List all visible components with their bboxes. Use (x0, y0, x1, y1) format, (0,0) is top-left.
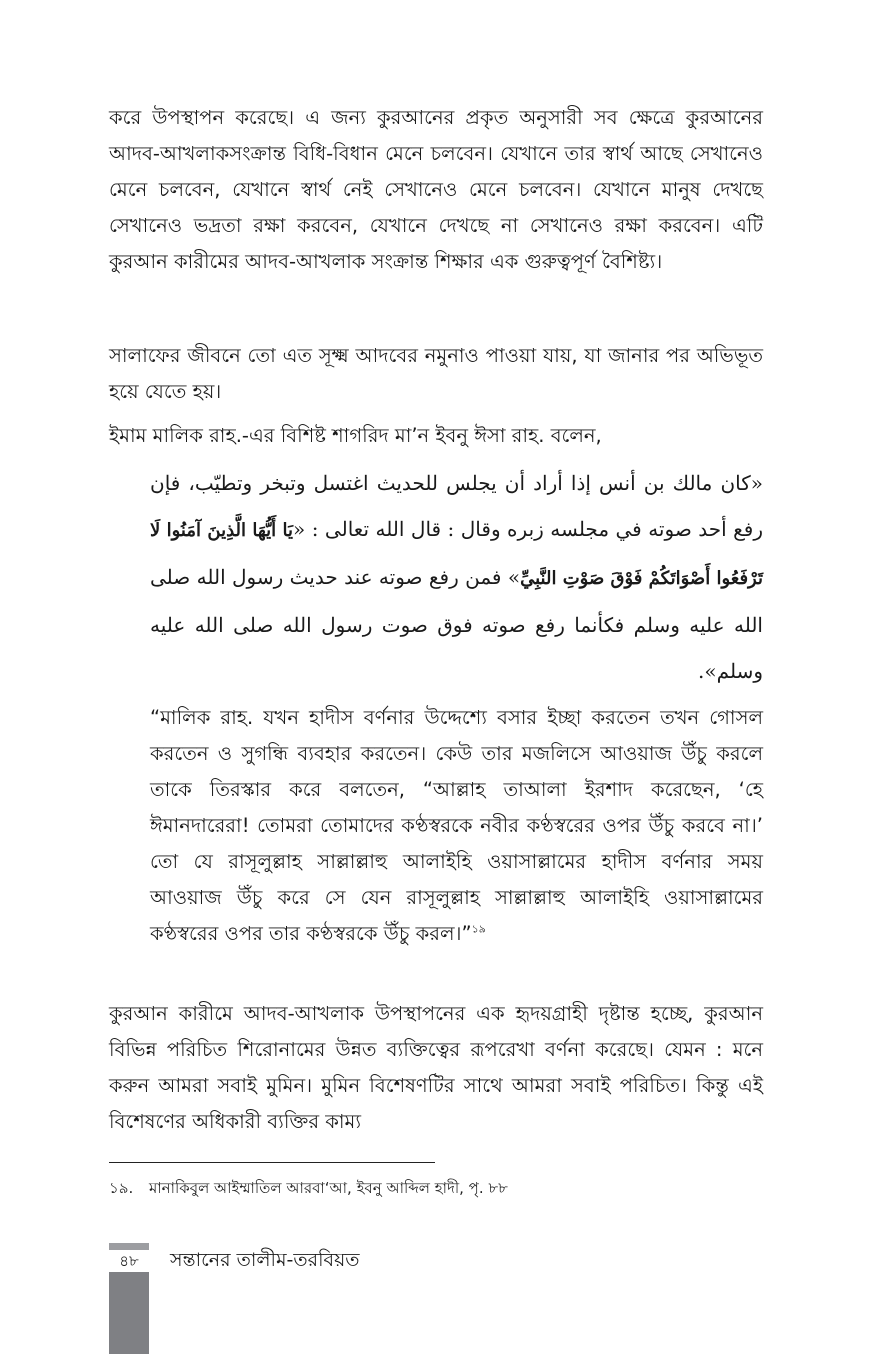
footnote-number: ১৯. (109, 1179, 134, 1197)
paragraph-intro: করে উপস্থাপন করেছে। এ জন্য কুরআনের প্রকৃত অনুসারী সব ক্ষেত্রে কুরআনের আদব-আখলাকসংক্রান্ত বিধি-বিধান মেনে চলবেন। যেখানে তার স্বার্থ আছে সেখানেও মেনে চলবেন, যেখানে স্বার্থ নেই সেখানেও মেনে চলবেন। যেখানে মানুষ দেখছে সেখানেও ভদ্রতা রক্ষা করবেন, যেখানে দেখছে না সেখানেও রক্ষা করবেন। এটি কুরআন কারীমের আদব-আখলাক সংক্রান্ত শিক্ষার এক গুরুত্বপূর্ণ বৈশিষ্ট্য। (109, 106, 763, 273)
page-number: ৪৮ (109, 1250, 149, 1272)
footnote-divider (109, 1162, 435, 1163)
paragraph-quote-intro: ইমাম মালিক রাহ.-এর বিশিষ্ট শাগরিদ মা’ন ইবনু ঈসা রাহ. বলেন, (109, 424, 602, 447)
paragraph-salaf: সালাফের জীবনে তো এত সূক্ষ্ম আদবের নমুনাও পাওয়া যায়, যা জানার পর অভিভূত হয়ে যেতে হয়। (109, 344, 763, 403)
quran-verse: يَا أَيُّهَا الَّذِينَ آمَنُوا لَا تَرْفَعُوا أَصْوَاتَكُمْ فَوْقَ صَوْتِ النَّبِيِّ (150, 520, 763, 589)
footnote-text: মানাকিবুল আইম্মাতিল আরবা‘আ, ইবনু আব্দিল হাদী, পৃ. ৮৮ (149, 1179, 508, 1197)
arabic-quote-after: » فمن رفع صوته عند حديث رسول الله صلى الله عليه وسلم فكأنما رفع صوته فوق صوت رسول الله صلى الله عليه وسلم». (150, 565, 763, 683)
translation-text: “মালিক রাহ. যখন হাদীস বর্ণনার উদ্দেশ্যে বসার ইচ্ছা করতেন তখন গোসল করতেন ও সুগন্ধি ব্যবহার করতেন। কেউ তার মজলিসে আওয়াজ উঁচু করলে তাকে তিরস্কার করে বলতেন, “আল্লাহ তাআলা ইরশাদ করেছেন, ‘হে ঈমানদারেরা! তোমরা তোমাদের কণ্ঠস্বরকে নবীর কণ্ঠস্বরের ওপর উঁচু করবে না।’ তো যে রাসূলুল্লাহ সাল্লাল্লাহু আলাইহি ওয়াসাল্লামের হাদীস বর্ণনার সময় আওয়াজ উঁচু করে সে যেন রাসূলুল্লাহ সাল্লাল্লাহু আলাইহি ওয়াসাল্লামের কণ্ঠস্বরের ওপর তার কণ্ঠস্বরকে উঁচু করল।” (150, 706, 763, 945)
running-title: সন্তানের তালীম-তরবিয়ত (170, 1249, 360, 1271)
translation-quote (150, 700, 763, 952)
arabic-quote-before: «كان مالك بن أنس إذا أراد أن يجلس للحديث اغتسل وتبخر وتطيّب، فإن رفع أحد صوته في مجلسه زبره وقال : قال الله تعالى : « (150, 471, 764, 541)
footnote-reference[interactable]: ১৯ (471, 922, 486, 936)
arabic-quote (150, 460, 763, 694)
paragraph-quran-example: কুরআন কারীমে আদব-আখলাক উপস্থাপনের এক হৃদয়গ্রাহী দৃষ্টান্ত হচ্ছে, কুরআন বিভিন্ন পরিচিত শিরোনামের উন্নত ব্যক্তিত্বের রূপরেখা বর্ণনা করেছে। যেমন : মনে করুন আমরা সবাই মুমিন। মুমিন বিশেষণটির সাথে আমরা সবাই পরিচিত। কিন্তু এই বিশেষণের অধিকারী ব্যক্তির কাম্য (109, 1002, 763, 1133)
footnote (109, 1176, 763, 1200)
